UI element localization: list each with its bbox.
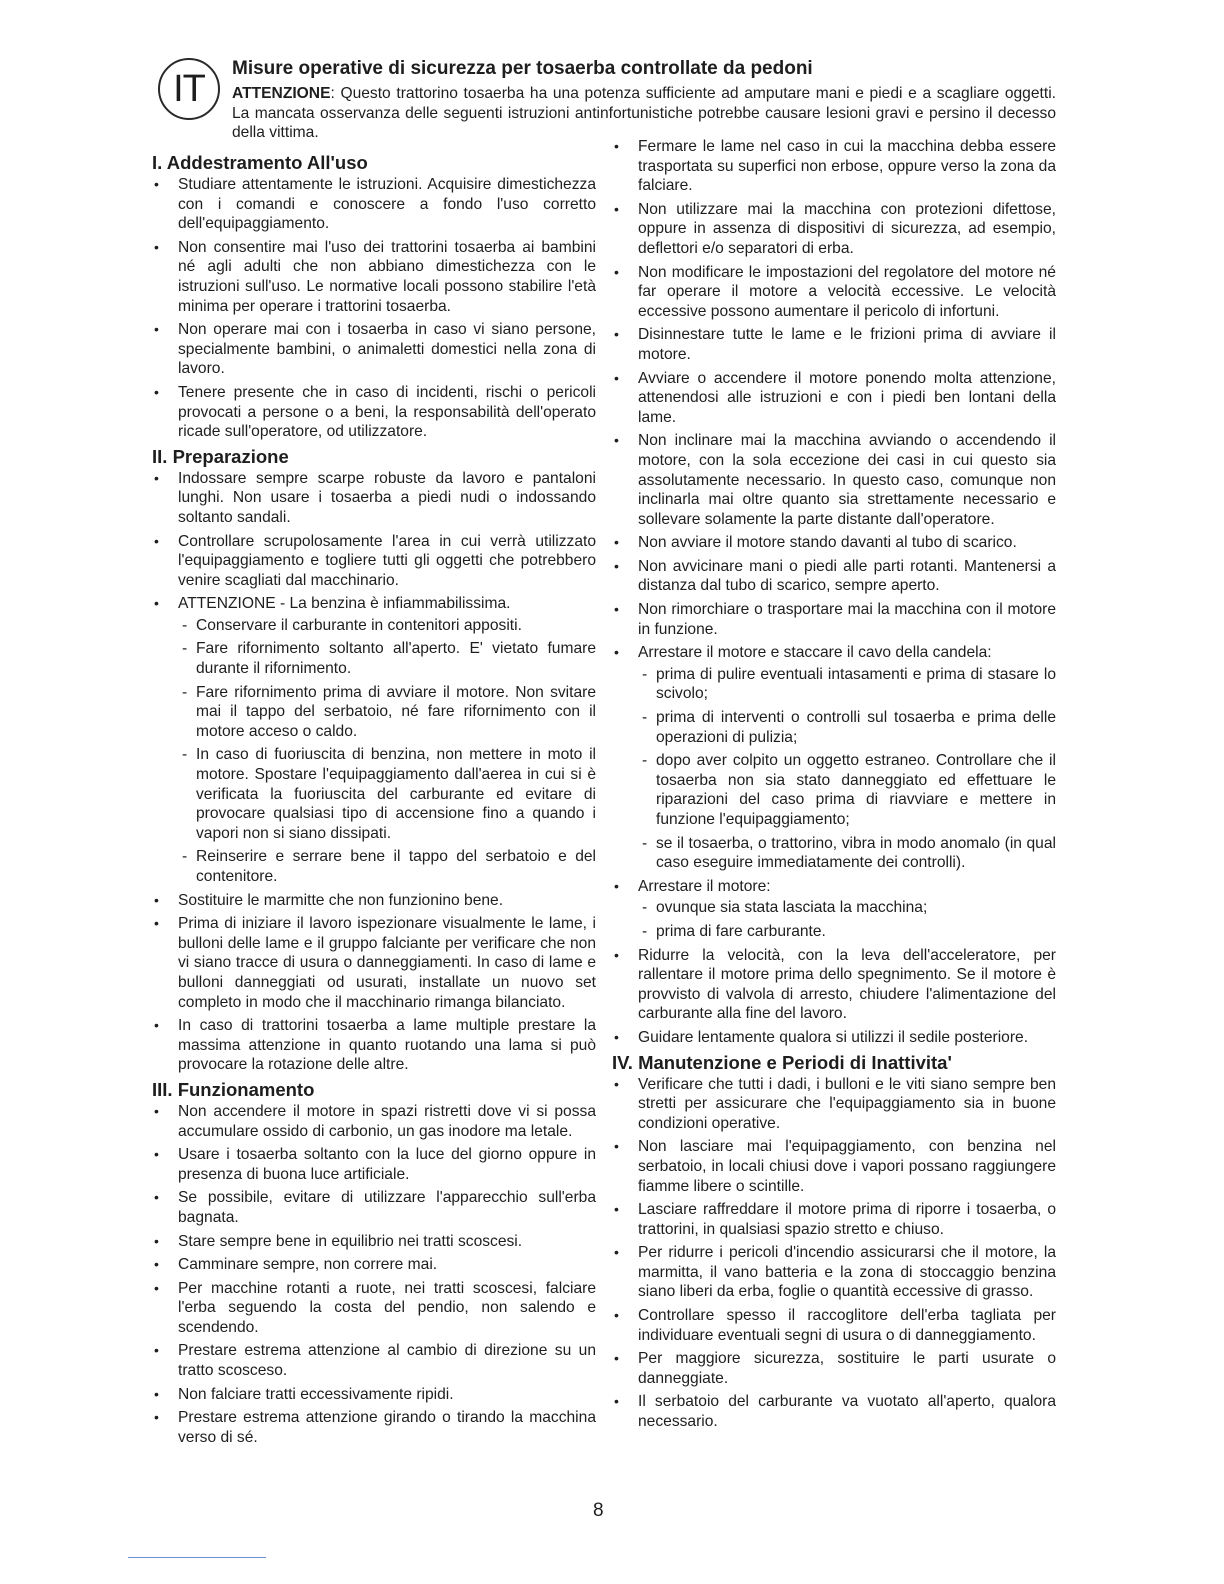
list-item-text: Verificare che tutti i dadi, i bulloni e le viti siano sempre ben stretti per assicurare che l'equipaggiamento sia in buone condizioni operative. (638, 1075, 1056, 1132)
list-item (612, 1306, 1056, 1345)
list-item (612, 600, 1056, 639)
list-item (152, 320, 596, 379)
section-heading (152, 1079, 596, 1101)
section (612, 137, 1056, 1048)
section-heading (152, 152, 596, 174)
list-item (152, 1255, 596, 1275)
section-title: Funzionamento (177, 1078, 315, 1100)
list-item (152, 238, 596, 316)
list-item (152, 1016, 596, 1075)
left-column (152, 152, 596, 1451)
list-item-text: Non operare mai con i tosaerba in caso vi siano persone, specialmente bambini, o animaletti domestici nella zona di lavoro. (178, 321, 596, 378)
list-item (612, 1349, 1056, 1388)
section-number: IV. (612, 1051, 633, 1073)
sub-list-item: - prima di pulire eventuali intasamenti e prima di stasare lo scivolo; (638, 665, 1056, 704)
list-item-text: Prestare estrema attenzione girando o tirando la macchina verso di sé. (178, 1409, 596, 1446)
section (152, 152, 596, 442)
list-item-text: Guidare lentamente qualora si utilizzi il sedile posteriore. (638, 1028, 1029, 1046)
list-item-text: Ridurre la velocità, con la leva dell'acceleratore, per rallentare il motore prima dello spegnimento. Se il motore è provvisto di valvola di arresto, chiudere l'alimentazione del carburante alla fine del lavoro. (638, 946, 1056, 1023)
list-item-text: Non lasciare mai l'equipaggiamento, con benzina nel serbatoio, in locali chiusi dove i vapori possano raggiungere fiamme libere o scintille. (638, 1138, 1056, 1195)
section-title: Preparazione (172, 445, 289, 467)
sub-list-item: - se il tosaerba, o trattorino, vibra in modo anomalo (in qual caso eseguire immediatamente dei controlli). (638, 834, 1056, 873)
list-item-text: Disinnestare tutte le lame e le frizioni prima di avviare il motore. (638, 326, 1056, 363)
list-item (152, 1102, 596, 1141)
warning-text: : Questo trattorino tosaerba ha una potenza sufficiente ad amputare mani e piedi e a scagliare oggetti. La mancata osservanza delle seguenti istruzioni antinfortunistiche potrebbe causare lesioni gravi e persino il decesso della vittima. (232, 85, 1056, 142)
sub-list-item: - In caso di fuoriuscita di benzina, non mettere in moto il motore. Spostare l'equipaggiamento dall'aerea in cui si è verificata la fuoriuscita del carburante ed evitare di provocare qualsiasi tipo di accensione fino a quando i vapori non si siano dissipati. (178, 745, 596, 843)
list-item-text: Avviare o accendere il motore ponendo molta attenzione, attenendosi alle istruzioni e con i piedi ben lontani della lame. (638, 369, 1056, 426)
list-item-text: Sostituire le marmitte che non funzionino bene. (178, 891, 504, 909)
list-item-text: Non utilizzare mai la macchina con protezioni difettose, oppure in assenza di dispositivi di sicurezza, ad esempio, deflettori e/o separatori di erba. (638, 200, 1056, 257)
list-item (152, 914, 596, 1012)
list-item (612, 1243, 1056, 1302)
bullet-list (152, 469, 596, 1075)
section (612, 1052, 1056, 1432)
list-item-text: Non modificare le impostazioni del regolatore del motore né far operare il motore a velocità eccessive. Le velocità eccessive possono aumentare il pericolo di infortuni. (638, 263, 1056, 320)
section-number: III. (152, 1078, 173, 1100)
list-item (612, 533, 1056, 553)
list-item-text: Non avvicinare mani o piedi alle parti rotanti. Mantenersi a distanza dal tubo di scarico, sempre aperto. (638, 557, 1056, 595)
list-item-text: Fermare le lame nel caso in cui la macchina debba essere trasportata su superfici non erbose, oppure verso la zona da falciare. (638, 138, 1056, 195)
warning-intro (232, 84, 1056, 143)
list-item (612, 1137, 1056, 1196)
list-item (152, 1145, 596, 1184)
list-item (612, 431, 1056, 529)
section-number: I. (152, 152, 163, 173)
list-item-text: In caso di trattorini tosaerba a lame multiple prestare la massima attenzione in quanto ruotando una lama si può provocare la rotazione delle altre. (178, 1017, 596, 1074)
list-item-text: Non avviare il motore stando davanti al tubo di scarico. (638, 534, 1017, 552)
list-item-text: Prima di iniziare il lavoro ispezionare visualmente le lame, i bulloni delle lame e il gruppo falciante per verificare che non vi siano tracce di usura o danneggiamenti. In caso di lame e bulloni danneggiati od usurati, installate un nuovo set completo in modo che il macchinario rimanga bilanciato. (178, 915, 596, 1011)
list-item-text: Non falciare tratti eccessivamente ripidi. (178, 1385, 454, 1403)
list-item (612, 325, 1056, 364)
page-number: 8 (593, 1500, 604, 1521)
page-title: Misure operative di sicurezza per tosaerba controllate da pedoni (232, 58, 813, 79)
list-item-text: Lasciare raffreddare il motore prima di riporre i tosaerba, o trattorini, in qualsiasi spazio stretto e chiuso. (638, 1201, 1056, 1238)
list-item (612, 877, 1056, 942)
bullet-list (152, 175, 596, 442)
list-item (152, 1279, 596, 1338)
list-item-text: Indossare sempre scarpe robuste da lavoro e pantaloni lunghi. Non usare i tosaerba a piedi nudi o indossando soltanto sandali. (178, 469, 596, 526)
list-item (612, 200, 1056, 259)
list-item (612, 137, 1056, 196)
sub-list-item: - dopo aver colpito un oggetto estraneo. Controllare che il tosaerba non sia stato danneggiato ed effettuare le riparazioni del caso prima di riavviare e mettere in funzione l'equipaggiamento; (638, 751, 1056, 829)
list-item-text: Controllare spesso il raccoglitore dell'erba tagliata per individuare eventuali segni di usura o di danneggiamento. (638, 1307, 1056, 1344)
section-number: II. (152, 445, 168, 467)
list-item-text: Il serbatoio del carburante va vuotato all'aperto, qualora necessario. (638, 1393, 1056, 1431)
list-item (152, 594, 596, 886)
list-item (152, 891, 596, 911)
sub-list-item: - Fare rifornimento soltanto all'aperto. E' vietato fumare durante il rifornimento. (178, 639, 596, 678)
language-badge-it: IT (158, 58, 220, 120)
list-item-text: Non rimorchiare o trasportare mai la macchina con il motore in funzione. (638, 601, 1056, 638)
list-item-text: Camminare sempre, non correre mai. (178, 1256, 438, 1274)
list-item-text: Per ridurre i pericoli d'incendio assicurarsi che il motore, la marmitta, il vano batteria e la zona di stoccaggio benzina siano liberi da erba, foglie o quantità eccessive di grasso. (638, 1244, 1056, 1301)
list-item (612, 643, 1056, 873)
list-item-text: Per macchine rotanti a ruote, nei tratti scoscesi, falciare l'erba seguendo la costa del pendio, non salendo e scendendo. (178, 1279, 596, 1336)
list-item (152, 1341, 596, 1380)
list-item-text: Per maggiore sicurezza, sostituire le parti usurate o danneggiate. (638, 1350, 1056, 1387)
list-item-text: Se possibile, evitare di utilizzare l'apparecchio sull'erba bagnata. (178, 1189, 596, 1226)
sub-list-item: - ovunque sia stata lasciata la macchina; (638, 898, 1056, 918)
bullet-list (612, 1075, 1056, 1432)
list-item (152, 532, 596, 591)
sub-list-item: - Fare rifornimento prima di avviare il motore. Non svitare mai il tappo del serbatoio, né fare rifornimento con il motore acceso o caldo. (178, 683, 596, 742)
sub-list (638, 898, 1056, 941)
list-item-text: Usare i tosaerba soltanto con la luce del giorno oppure in presenza di buona luce artificiale. (178, 1146, 596, 1183)
list-item-text: Non inclinare mai la macchina avviando o accendendo il motore, con la sola eccezione dei casi in cui questo sia assolutamente necessario. In questo caso, comunque non inclinarla mai oltre quanto sia strettamente necessario e sollevare solamente la parte distante dall'operatore. (638, 432, 1056, 528)
list-item (612, 263, 1056, 322)
section (152, 446, 596, 1075)
list-item-text: Arrestare il motore e staccare il cavo della candela: (638, 644, 992, 662)
list-item (612, 946, 1056, 1024)
list-item-text: Non consentire mai l'uso dei trattorini tosaerba ai bambini né agli adulti che non abbiano dimestichezza con le istruzioni sull'uso. Le normative locali possono stabilire l'età minima per operare i trattorini tosaerba. (178, 238, 596, 315)
sub-list-item: - prima di fare carburante. (638, 922, 1056, 942)
list-item-text: Prestare estrema attenzione al cambio di direzione su un tratto scosceso. (178, 1342, 596, 1380)
list-item (152, 175, 596, 234)
warning-label: ATTENZIONE (232, 85, 331, 102)
list-item-text: Controllare scrupolosamente l'area in cui verrà utilizzato l'equipaggiamento e togliere tutti gli oggetti che potrebbero venire scagliati dal macchinario. (178, 532, 596, 589)
list-item (612, 1075, 1056, 1134)
bullet-list (152, 1102, 596, 1448)
section-heading (152, 446, 596, 468)
list-item-text: ATTENZIONE - La benzina è infiammabilissima. (178, 595, 511, 613)
list-item (612, 369, 1056, 428)
list-item (152, 1232, 596, 1252)
bullet-list (612, 137, 1056, 1048)
section-title: Addestramento All'uso (166, 152, 368, 173)
section (152, 1079, 596, 1448)
list-item-text: Studiare attentamente le istruzioni. Acquisire dimestichezza con i comandi e conoscere a fondo l'uso corretto dell'equipaggiamento. (178, 176, 596, 233)
sub-list-item: - Conservare il carburante in contenitori appositi. (178, 616, 596, 636)
list-item-text: Non accendere il motore in spazi ristretti dove vi si possa accumulare ossido di carbonio, un gas inodore ma letale. (178, 1102, 596, 1140)
list-item (612, 1392, 1056, 1431)
list-item (152, 469, 596, 528)
sub-list-item: - Reinserire e serrare bene il tappo del serbatoio e del contenitore. (178, 847, 596, 886)
section-heading (612, 1052, 1056, 1074)
sub-list (178, 616, 596, 887)
list-item (152, 383, 596, 442)
section-title: Manutenzione e Periodi di Inattivita' (638, 1051, 952, 1073)
sub-list-item: - prima di interventi o controlli sul tosaerba e prima delle operazioni di pulizia; (638, 708, 1056, 747)
list-item (612, 557, 1056, 596)
list-item-text: Tenere presente che in caso di incidenti, rischi o pericoli provocati a persone o a beni, la responsabilità dell'operato ricade sull'operatore, od utilizzatore. (178, 383, 596, 441)
list-item (152, 1408, 596, 1447)
list-item (612, 1200, 1056, 1239)
list-item (152, 1188, 596, 1227)
sub-list (638, 665, 1056, 873)
list-item-text: Arrestare il motore: (638, 877, 771, 895)
list-item (152, 1385, 596, 1405)
right-column (612, 137, 1056, 1436)
list-item-text: Stare sempre bene in equilibrio nei tratti scoscesi. (178, 1232, 523, 1250)
footer-link-underline (128, 1557, 266, 1558)
list-item (612, 1028, 1056, 1048)
